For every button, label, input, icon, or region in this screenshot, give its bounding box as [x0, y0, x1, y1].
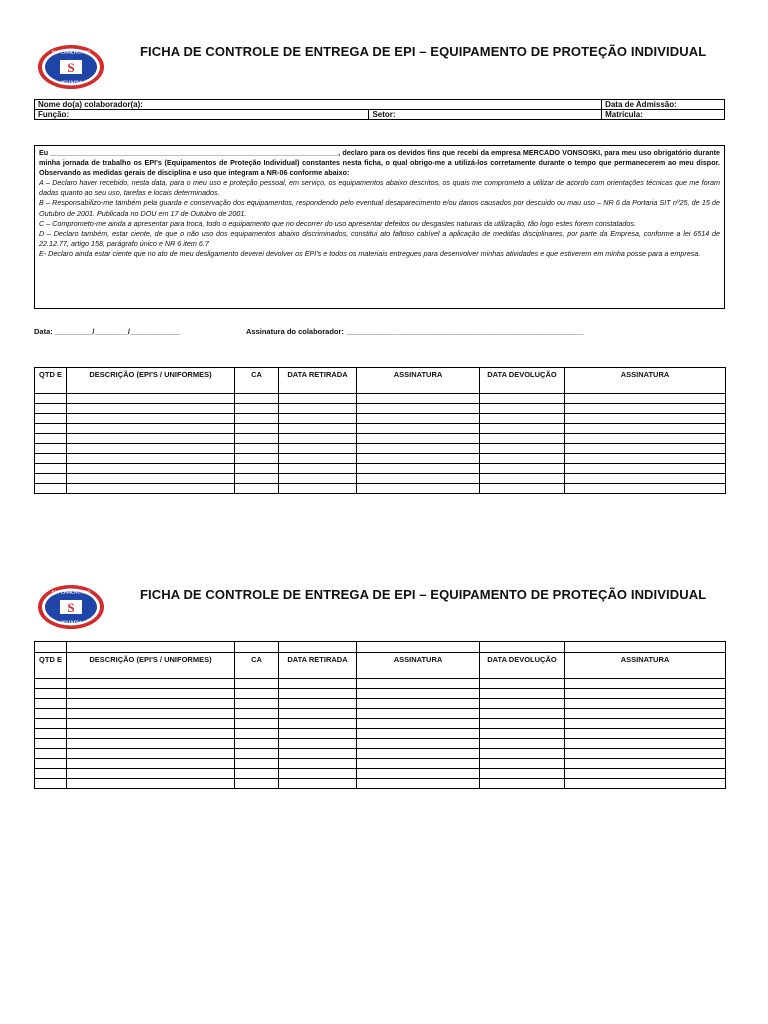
table-cell[interactable] — [67, 454, 235, 464]
table-cell[interactable] — [565, 759, 726, 769]
table-cell[interactable] — [67, 484, 235, 494]
table-cell[interactable] — [67, 414, 235, 424]
table-cell[interactable] — [480, 689, 565, 699]
table-row — [35, 394, 726, 404]
table-cell[interactable] — [67, 394, 235, 404]
table-cell[interactable] — [35, 434, 67, 444]
table-cell[interactable] — [67, 404, 235, 414]
table-cell[interactable] — [279, 739, 357, 749]
table-cell[interactable] — [480, 679, 565, 689]
table-row — [35, 689, 726, 699]
table-cell[interactable] — [357, 699, 480, 709]
table-cell[interactable] — [279, 779, 357, 789]
svg-text:S: S — [67, 600, 75, 615]
table-cell[interactable] — [480, 749, 565, 759]
col-qtde: QTD E — [35, 653, 67, 679]
table-cell[interactable] — [235, 779, 279, 789]
table-cell[interactable] — [279, 719, 357, 729]
table-cell[interactable] — [480, 699, 565, 709]
table-cell[interactable] — [565, 699, 726, 709]
table-cell[interactable] — [35, 414, 67, 424]
table-cell[interactable] — [279, 414, 357, 424]
table-cell[interactable] — [480, 464, 565, 474]
table-cell[interactable] — [35, 719, 67, 729]
table-cell[interactable] — [357, 484, 480, 494]
table-cell[interactable] — [565, 464, 726, 474]
table-cell[interactable] — [67, 434, 235, 444]
table-cell[interactable] — [357, 749, 480, 759]
table-cell[interactable] — [35, 424, 67, 434]
col-assinatura-devolucao: ASSINATURA — [565, 368, 726, 394]
table-cell[interactable] — [235, 444, 279, 454]
table-cell[interactable] — [279, 454, 357, 464]
table-cell[interactable] — [35, 699, 67, 709]
col-descricao: DESCRIÇÃO (EPI'S / UNIFORMES) — [67, 368, 235, 394]
table-row — [35, 474, 726, 484]
table-cell[interactable] — [565, 729, 726, 739]
company-logo-2 — [37, 584, 105, 630]
form2-title: FICHA DE CONTROLE DE ENTREGA DE EPI – EQUIPAMENTO DE PROTEÇÃO INDIVIDUAL — [140, 587, 707, 602]
declaration-box — [34, 145, 725, 309]
col-data-devolucao: DATA DEVOLUÇÃO — [480, 368, 565, 394]
table-cell[interactable] — [357, 719, 480, 729]
table-cell[interactable] — [480, 769, 565, 779]
col-qtde: QTD E — [35, 368, 67, 394]
table-cell[interactable] — [279, 679, 357, 689]
table-cell[interactable] — [565, 454, 726, 464]
table-cell[interactable] — [480, 414, 565, 424]
table-cell[interactable] — [35, 404, 67, 414]
table-cell[interactable] — [357, 709, 480, 719]
col-assinatura: ASSINATURA — [357, 653, 480, 679]
table-cell[interactable] — [480, 424, 565, 434]
table-cell[interactable] — [565, 424, 726, 434]
table-cell[interactable] — [279, 749, 357, 759]
table-cell[interactable] — [357, 414, 480, 424]
registration-field[interactable]: Matrícula: — [602, 110, 725, 120]
table-row — [35, 484, 726, 494]
table-row — [35, 454, 726, 464]
col-data-retirada: DATA RETIRADA — [279, 368, 357, 394]
table-row — [35, 464, 726, 474]
table-cell[interactable] — [235, 464, 279, 474]
table-cell[interactable] — [480, 444, 565, 454]
table-cell[interactable] — [279, 484, 357, 494]
table-cell[interactable] — [357, 434, 480, 444]
table-cell[interactable] — [279, 424, 357, 434]
table-cell[interactable] — [279, 699, 357, 709]
table-cell[interactable] — [67, 749, 235, 759]
table-cell[interactable] — [565, 739, 726, 749]
table-cell[interactable] — [279, 464, 357, 474]
col-descricao: DESCRIÇÃO (EPI'S / UNIFORMES) — [67, 653, 235, 679]
table-cell[interactable] — [35, 484, 67, 494]
table-cell[interactable] — [235, 749, 279, 759]
table-top-row — [35, 642, 726, 653]
table-body-1 — [35, 394, 726, 494]
form1-title: FICHA DE CONTROLE DE ENTREGA DE EPI – EQUIPAMENTO DE PROTEÇÃO INDIVIDUAL — [140, 44, 707, 59]
table-cell[interactable] — [357, 769, 480, 779]
table-cell[interactable] — [357, 729, 480, 739]
table-row — [35, 404, 726, 414]
table-cell[interactable] — [35, 779, 67, 789]
table-cell[interactable] — [565, 709, 726, 719]
table-cell[interactable] — [279, 394, 357, 404]
table-cell[interactable] — [67, 719, 235, 729]
table-cell[interactable] — [480, 709, 565, 719]
table-cell[interactable] — [279, 769, 357, 779]
table-cell[interactable] — [67, 739, 235, 749]
table-cell[interactable] — [357, 394, 480, 404]
table-cell[interactable] — [35, 394, 67, 404]
table-cell[interactable] — [480, 759, 565, 769]
declaration-item-a: A – Declaro haver recebido, nesta data, para o meu uso e proteção pessoal, em serviço, os equipamentos abaixo descritos, os quais me comprometo a utilizar de acordo com orientações técnicas que me foram dadas quanto ao seu uso, tarefas e locais determinados. — [39, 178, 720, 198]
table-row — [35, 779, 726, 789]
table-cell[interactable] — [235, 709, 279, 719]
company-logo — [37, 44, 105, 90]
table-cell[interactable] — [235, 404, 279, 414]
declaration-item-e: E- Declaro ainda estar ciente que no ato de meu desligamento deverei devolver os EPI's e todos os materiais entregues para desenvolver minhas atividades e que estiverem em minha posse para a empresa. — [39, 248, 701, 258]
signature-line[interactable]: Assinatura do colaborador: _________________________________________________________ — [246, 327, 584, 336]
table-body-2 — [35, 679, 726, 789]
table-cell[interactable] — [279, 729, 357, 739]
table-cell[interactable] — [565, 404, 726, 414]
table-cell[interactable] — [357, 404, 480, 414]
table-row — [35, 719, 726, 729]
table-cell[interactable] — [565, 394, 726, 404]
table-cell[interactable] — [565, 769, 726, 779]
table-cell[interactable] — [565, 679, 726, 689]
table-cell[interactable] — [67, 444, 235, 454]
table-cell[interactable] — [480, 394, 565, 404]
table-cell[interactable] — [235, 769, 279, 779]
table-header-row — [35, 653, 726, 679]
table-cell[interactable] — [357, 759, 480, 769]
table-header-row — [35, 368, 726, 394]
col-ca: CA — [235, 653, 279, 679]
declaration-item-b: B – Responsabilizo-me também pela guarda e conservação dos equipamentos, respondendo pelo eventual desaparecimento e/ou danos causados por descuido ou mau uso – NR 6 da Portaria SIT nº25, de 15 de Outubro de 2001. Publicada no DOU em 17 de Outubro de 2001. — [39, 198, 720, 218]
col-data-devolucao: DATA DEVOLUÇÃO — [480, 653, 565, 679]
svg-text:S: S — [67, 60, 75, 75]
table-cell[interactable] — [235, 414, 279, 424]
table-row — [35, 759, 726, 769]
sector-field[interactable]: Setor: — [369, 110, 602, 120]
logo-top-text: SUPERMERCADO — [51, 589, 91, 595]
table-cell[interactable] — [480, 454, 565, 464]
table-cell[interactable] — [35, 689, 67, 699]
logo-bottom-text: IGUAÇU — [61, 620, 81, 627]
table-cell[interactable] — [565, 444, 726, 454]
table-cell[interactable] — [480, 729, 565, 739]
table-cell[interactable] — [67, 689, 235, 699]
table-cell[interactable] — [279, 444, 357, 454]
table-cell[interactable] — [480, 719, 565, 729]
table-cell[interactable] — [67, 729, 235, 739]
table-cell[interactable] — [35, 454, 67, 464]
table-cell[interactable] — [279, 404, 357, 414]
table-cell[interactable] — [480, 404, 565, 414]
table-cell[interactable] — [235, 454, 279, 464]
table-cell[interactable] — [235, 739, 279, 749]
table-cell[interactable] — [35, 679, 67, 689]
table-cell[interactable] — [35, 444, 67, 454]
table-cell[interactable] — [67, 699, 235, 709]
table-cell[interactable] — [235, 394, 279, 404]
logo-top-text: SUPERMERCADO — [51, 49, 91, 55]
table-cell[interactable] — [279, 709, 357, 719]
col-data-retirada: DATA RETIRADA — [279, 653, 357, 679]
table-cell[interactable] — [35, 759, 67, 769]
table-cell[interactable] — [235, 679, 279, 689]
table-cell[interactable] — [357, 779, 480, 789]
table-cell[interactable] — [480, 739, 565, 749]
table-cell[interactable] — [565, 434, 726, 444]
table-row — [35, 699, 726, 709]
table-cell[interactable] — [235, 759, 279, 769]
table-cell[interactable] — [357, 739, 480, 749]
table-cell[interactable] — [235, 424, 279, 434]
col-assinatura-devolucao: ASSINATURA — [565, 653, 726, 679]
table-row — [35, 414, 726, 424]
table-cell[interactable] — [357, 689, 480, 699]
table-cell[interactable] — [35, 474, 67, 484]
table-cell[interactable] — [565, 474, 726, 484]
table-cell[interactable] — [35, 769, 67, 779]
table-cell[interactable] — [235, 484, 279, 494]
table-cell[interactable] — [480, 474, 565, 484]
table-cell[interactable] — [357, 679, 480, 689]
table-cell[interactable] — [565, 719, 726, 729]
company-logo-icon — [37, 584, 105, 630]
declaration-item-d: D – Declaro também, estar ciente, de que o não uso dos equipamentos abaixo discriminados, constitui ato faltoso cabível a aplicação de medidas disciplinares, por parte da Empresa, conforme a lei 6514 de 22.12.77, artigo 158, parágrafo único e NR 6 item 6.7 — [39, 228, 720, 248]
table-row — [35, 709, 726, 719]
table-row — [35, 749, 726, 759]
table-cell[interactable] — [565, 689, 726, 699]
admission-date-field[interactable]: Data de Admissão: — [602, 100, 725, 110]
table-cell[interactable] — [67, 769, 235, 779]
table-cell[interactable] — [35, 739, 67, 749]
table-cell[interactable] — [235, 689, 279, 699]
table-cell[interactable] — [235, 434, 279, 444]
table-cell[interactable] — [357, 464, 480, 474]
table-row — [35, 739, 726, 749]
table-cell[interactable] — [35, 464, 67, 474]
table-row — [35, 434, 726, 444]
employee-name-field[interactable]: Nome do(a) colaborador(a): — [35, 100, 602, 110]
table-cell[interactable] — [357, 474, 480, 484]
table-cell[interactable] — [565, 484, 726, 494]
table-cell[interactable] — [279, 759, 357, 769]
table-cell[interactable] — [35, 749, 67, 759]
table-cell[interactable] — [235, 719, 279, 729]
table-cell[interactable] — [357, 444, 480, 454]
logo-bottom-text: IGUAÇU — [61, 80, 81, 87]
table-cell[interactable] — [235, 474, 279, 484]
table-row — [35, 729, 726, 739]
table-cell[interactable] — [67, 464, 235, 474]
table-cell[interactable] — [35, 709, 67, 719]
table-cell[interactable] — [67, 474, 235, 484]
table-cell[interactable] — [235, 699, 279, 709]
table-cell[interactable] — [279, 689, 357, 699]
table-cell[interactable] — [480, 484, 565, 494]
table-cell[interactable] — [279, 434, 357, 444]
table-cell[interactable] — [67, 679, 235, 689]
table-cell[interactable] — [67, 709, 235, 719]
table-cell[interactable] — [35, 729, 67, 739]
declaration-intro: Eu ________________________________________________________________________, declaro para os devidos fins que recebi da empresa MERCADO VONSOSKI, para meu uso obrigatório durante minha jornada de trabalho os EPI's (Equipamentos de Proteção Individual) constantes nesta ficha, o qual obrigo-me a utilizá-los corretamente durante o tempo que permanecerem ao meu dispor. Observando as medidas gerais de disciplina e uso que integram a NR-06 conforme abaixo: — [39, 148, 720, 178]
table-cell[interactable] — [480, 434, 565, 444]
table-cell[interactable] — [565, 779, 726, 789]
col-assinatura: ASSINATURA — [357, 368, 480, 394]
job-function-field[interactable]: Função: — [35, 110, 369, 120]
table-cell[interactable] — [67, 759, 235, 769]
declaration-item-c: C – Comprometo-me ainda a apresentar para troca, todo o equipamento que no decorrer do uso apresentar defeitos ou desgastes naturais da utilização, tão logo estes forem constatados. — [39, 218, 636, 228]
table-cell[interactable] — [357, 454, 480, 464]
table-cell[interactable] — [67, 424, 235, 434]
table-row — [35, 444, 726, 454]
company-logo-icon — [37, 44, 105, 90]
table-cell[interactable] — [279, 474, 357, 484]
employee-info-table — [34, 99, 725, 120]
epi-table-2 — [34, 641, 726, 789]
table-cell[interactable] — [67, 779, 235, 789]
table-row — [35, 769, 726, 779]
col-ca: CA — [235, 368, 279, 394]
table-cell[interactable] — [480, 779, 565, 789]
table-cell[interactable] — [235, 729, 279, 739]
table-cell[interactable] — [357, 424, 480, 434]
table-cell[interactable] — [565, 414, 726, 424]
table-row — [35, 679, 726, 689]
date-line[interactable]: Data: _________/________/____________ — [34, 327, 180, 336]
epi-table-1 — [34, 367, 726, 494]
table-cell[interactable] — [565, 749, 726, 759]
table-row — [35, 424, 726, 434]
